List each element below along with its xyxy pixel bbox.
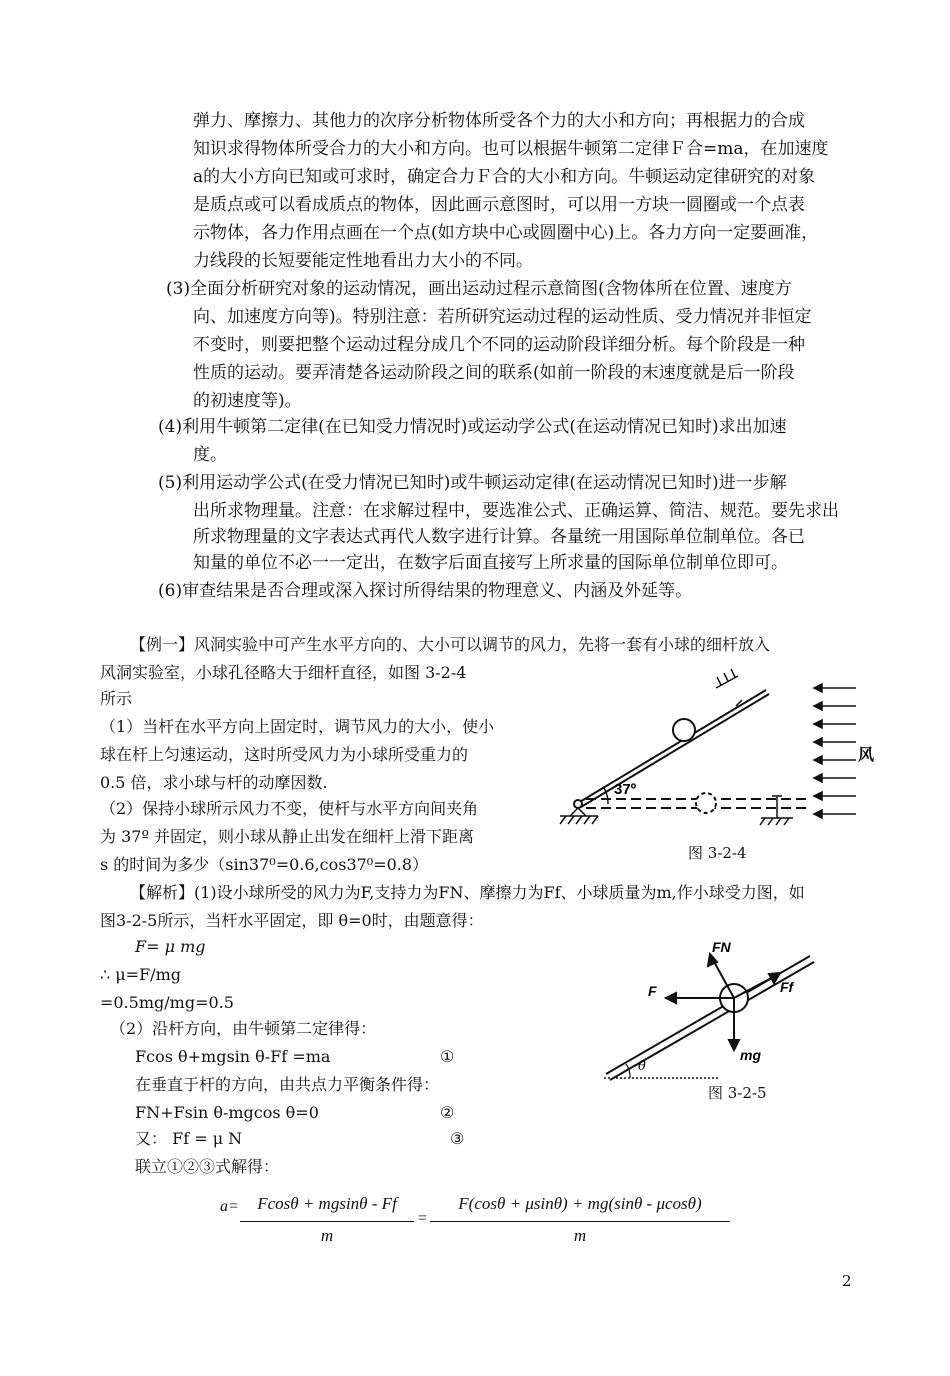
example-line: 【例一】风洞实验中可产生水平方向的、大小可以调节的风力，先将一套有小球的细杆放入 [130,635,771,654]
example-line: s 的时间为多少（sin37⁰=0.6,cos37⁰=0.8） [100,855,429,874]
ff-label: Ff [780,979,794,995]
step-line: 知量的单位不必一一定出，在数字后面直接写上所求量的国际单位制单位即可。 [193,553,788,573]
figure2-caption: 图 3-2-5 [708,1084,767,1102]
step-line: (4)利用牛顿第二定律(在已知受力情况时)或运动学公式(在运动情况已知时)求出加速 [158,417,787,437]
eq-marker-2: ② [440,1103,455,1122]
ball [673,719,695,741]
example-line: 0.5 倍，求小球与杆的动摩因数. [100,773,328,792]
step-line: 所求物理量的文字表达式再代人数字进行计算。各量统一用国际单位制单位。各已 [193,527,805,547]
solution-line: F= μ mg [135,937,206,956]
solution-line: FN+Fsin θ-mgcos θ=0 [135,1103,319,1122]
example-line: 风洞实验室，小球孔径略大于细杆直径，如图 3-2-4 [100,663,467,682]
force-diagram-figure [600,936,820,1086]
example-line: 所示 [100,689,133,708]
page-number: 2 [842,1272,852,1290]
step-line: 的初速度等)。 [193,391,302,411]
eq-marker-3: ③ [450,1129,465,1148]
step-line: 力线段的长短要能定性地看出力大小的不同。 [193,251,533,271]
step-line: a的大小方向已知或可求时，确定合力Ｆ合的大小和方向。牛顿运动定律研究的对象 [193,167,816,187]
solution-line: Fcos θ+mgsin θ-Ff =ma [135,1047,331,1066]
formula-equals: = [418,1210,428,1227]
inclined-rod-edge [581,694,769,807]
top-support-hatch [716,669,742,706]
solution-line: =0.5mg/mg=0.5 [100,993,234,1012]
step-line: 不变时，则要把整个运动过程分成几个不同的运动阶段详细分析。每个阶段是一种 [193,335,805,355]
example-line: 球在杆上匀速运动，这时所受风力为小球所受重力的 [100,745,469,764]
solution-line: 图3-2-5所示，当杆水平固定，即 θ=0时，由题意得： [100,911,484,930]
example-line: （2）保持小球所示风力不变，使杆与水平方向间夹角 [100,799,479,818]
formula-numerator-2: F(cosθ + μsinθ) + mg(sinθ - μcosθ) [458,1194,702,1213]
solution-line: （2）沿杆方向，由牛顿第二定律得： [110,1019,377,1038]
step-line: 度。 [193,445,227,465]
fraction-bar-1 [240,1221,414,1222]
wind-label: 风 [858,745,875,764]
formula-denominator-1: m [320,1226,334,1245]
solution-line: 联立①②③式解得： [135,1157,280,1176]
theta-label: θ [638,1059,646,1074]
formula-numerator-1: Fcosθ + mgsinθ - Ff [257,1194,397,1213]
wind-arrows [814,684,856,818]
ball-dashed [696,793,716,813]
solution-line: ∴ μ=F/mg [100,965,181,984]
eq-marker-1: ① [440,1047,455,1066]
fraction-bar-2 [430,1221,730,1222]
f-label: F [648,983,657,999]
step-line: 出所求物理量。注意：在求解过程中，要选准公式、正确运算、简洁、规范。要先求出 [193,501,839,521]
step-line: 是质点或可以看成质点的物体，因此画示意图时，可以用一方块一圆圈或一个点表 [193,195,805,215]
step-line: 示物体，各力作用点画在一个点(如方块中心或圆圈中心)上。各力方向一定要画准， [193,223,819,243]
step-line: 向、加速度方向等)。特别注意：若所研究运动过程的运动性质、受力情况并非恒定 [193,307,812,327]
angle-label: 37º [614,781,637,798]
figure1-caption: 图 3-2-4 [688,844,747,862]
step-line: (5)利用运动学公式(在受力情况已知时)或牛顿运动定律(在运动情况已知时)进一步解 [158,473,787,493]
solution-line: 又： Ff = μ N [135,1129,243,1148]
step-line: (6)审查结果是否合理或深入探讨所得结果的物理意义、内涵及外延等。 [158,581,693,601]
right-support [760,796,793,825]
step-line: 性质的运动。要弄清楚各运动阶段之间的联系(如前一阶段的末速度就是后一阶段 [193,363,795,383]
formula-lhs: a= [220,1198,239,1215]
step-line: 弹力、摩擦力、其他力的次序分析物体所受各个力的大小和方向；再根据力的合成 [193,111,805,131]
example-line: （1）当杆在水平方向上固定时，调节风力的大小，使小 [100,717,495,736]
step-line: (3)全面分析研究对象的运动情况，画出运动过程示意简图(含物体所在位置、速度方 [166,279,792,299]
mg-label: mg [740,1047,761,1063]
inclined-rod [578,690,766,803]
wind-tunnel-figure [556,668,886,838]
ground-hatch [560,808,598,824]
step-line: 知识求得物体所受合力的大小和方向。也可以根据牛顿第二定律Ｆ合=ma，在加速度 [193,139,829,159]
solution-line: 在垂直于杆的方向，由共点力平衡条件得： [135,1075,440,1094]
example-line: 为 37º 并固定，则小球从静止出发在细杆上滑下距离 [100,827,475,846]
formula-denominator-2: m [573,1226,587,1245]
pivot [574,800,582,808]
fn-label: FN [712,939,731,955]
solution-line: 【解析】(1)设小球所受的风力为F,支持力为FN、摩擦力为Ff、小球质量为m,作小球受力图，如 [130,883,805,902]
